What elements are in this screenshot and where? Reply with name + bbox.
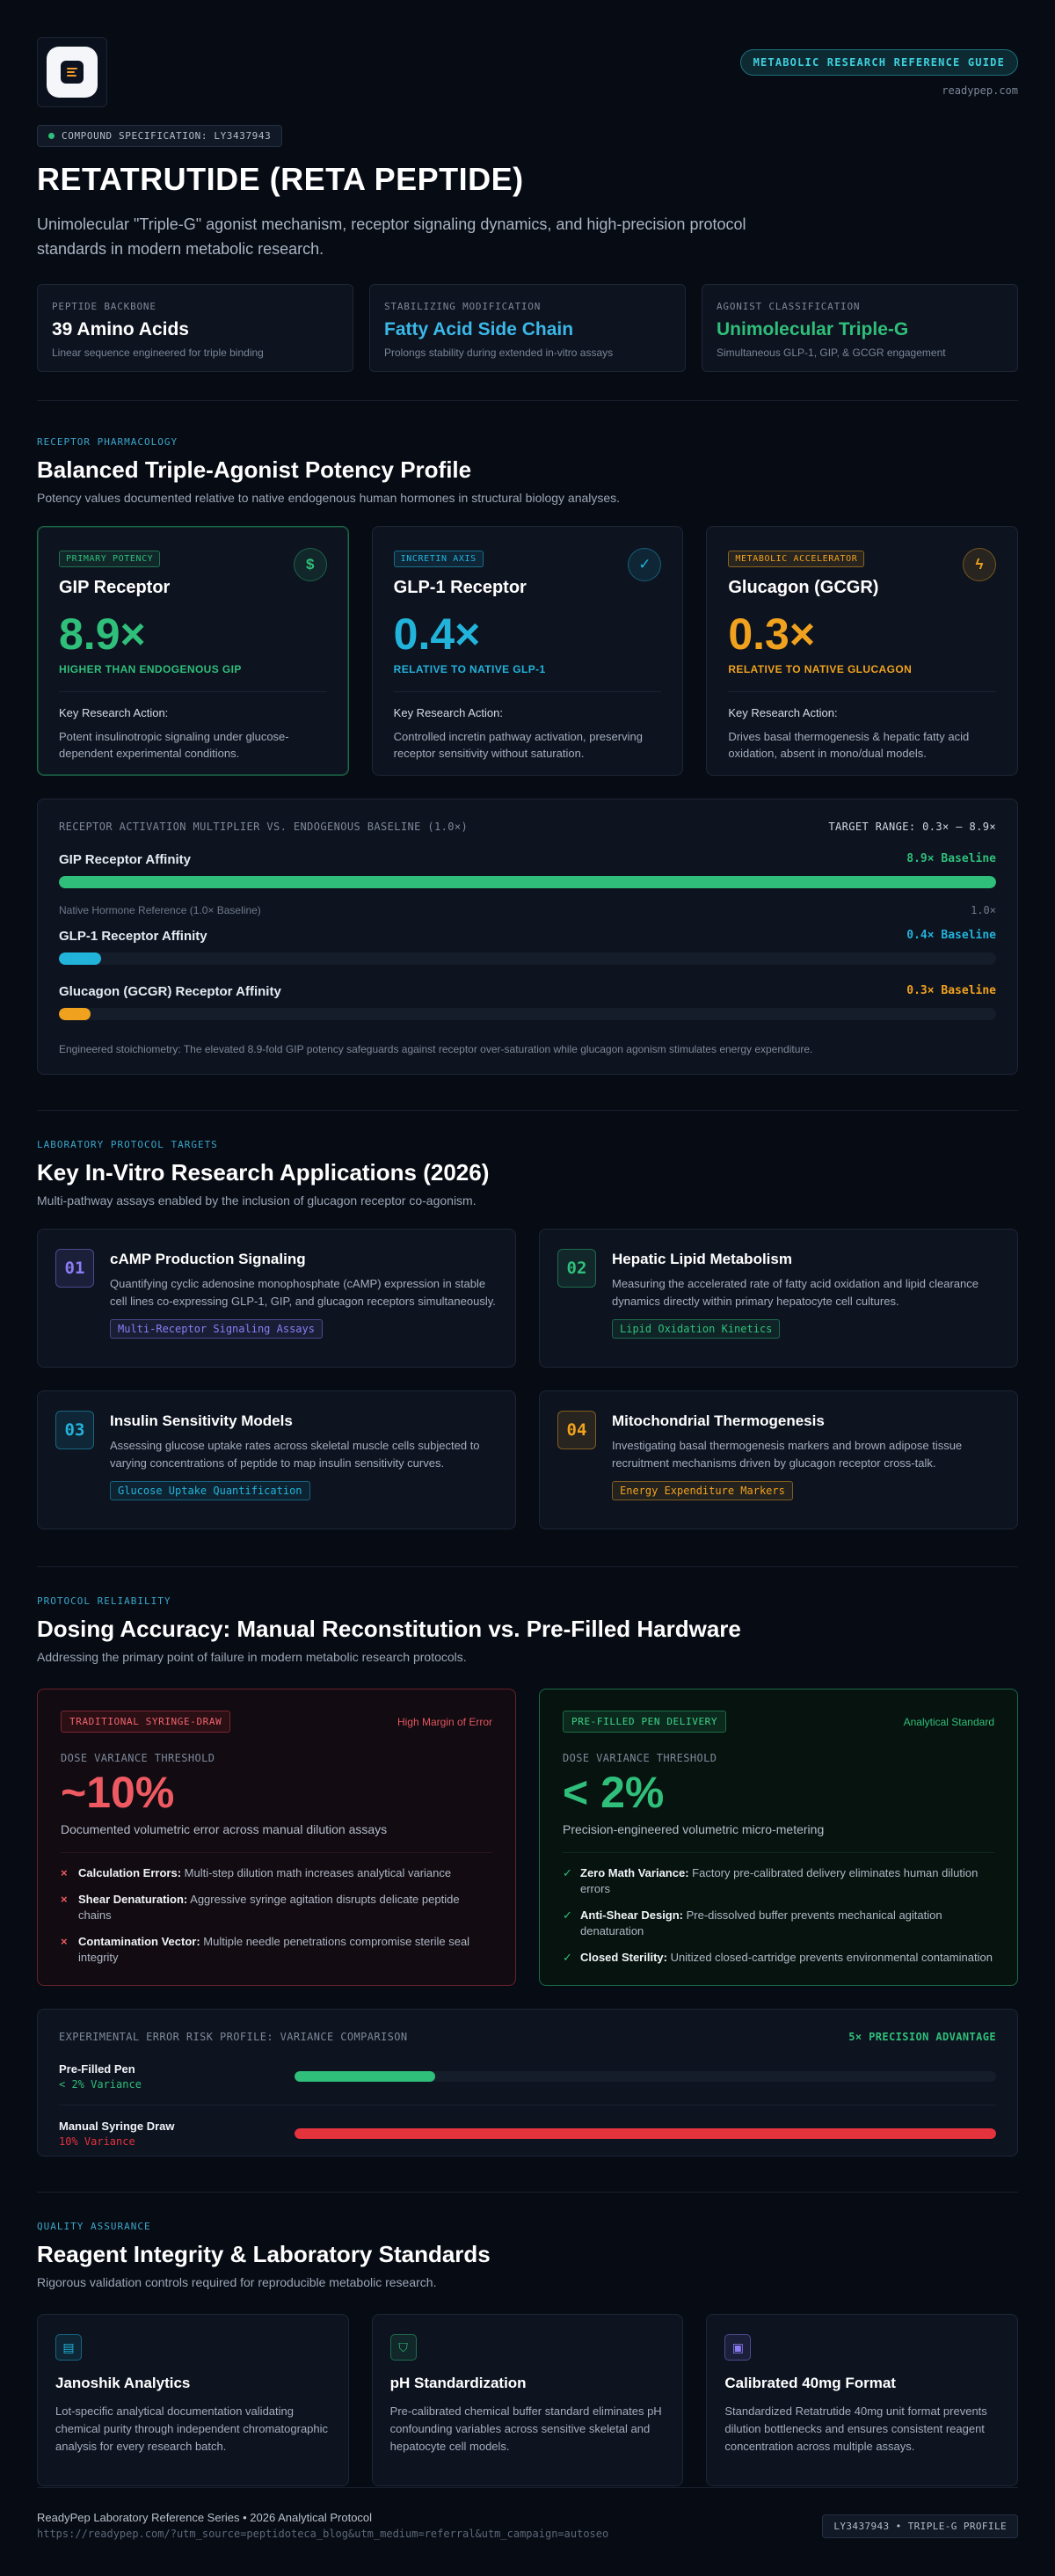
spec-cards	[37, 284, 1018, 372]
application-number: 04	[557, 1411, 596, 1449]
target-range: TARGET RANGE: 0.3× – 8.9×	[828, 821, 996, 833]
application-description: Measuring the accelerated rate of fatty acid oxidation and lipid clearance dynamics directly within primary hepatocyte cell cultures.	[612, 1277, 979, 1308]
list-item: × Calculation Errors: Multi-step dilution math increases analytical variance	[61, 1866, 452, 1879]
application-tag: Energy Expenditure Markers	[612, 1481, 793, 1500]
page-subtitle: Unimolecular "Triple-G" agonist mechanism, receptor signaling dynamics, and high-precision protocol standards in modern metabolic research.	[37, 215, 746, 258]
footer	[37, 2487, 1018, 2540]
cross-icon: ×	[61, 1935, 68, 1948]
application-description: Assessing glucose uptake rates across skeletal muscle cells subjected to varying concentrations of peptide to map insulin sensitivity curves.	[110, 1439, 480, 1470]
package-icon: ▣	[724, 2334, 751, 2361]
quality-description: Pre-calibrated chemical buffer standard eliminates pH confounding variables across sensitive skeletal and hepatocyte cell models.	[389, 2405, 662, 2453]
cross-icon: ×	[61, 1866, 68, 1879]
application-title: Hepatic Lipid Metabolism	[612, 1251, 792, 1267]
dosing-section	[37, 1595, 1018, 2156]
risk-row-syringe: Manual Syringe Draw 10% Variance	[59, 2105, 996, 2148]
compound-spec-badge: COMPOUND SPECIFICATION: LY3437943	[37, 125, 282, 147]
receptor-card	[37, 526, 349, 776]
activation-bar-gip: GIP Receptor Affinity 8.9× Baseline	[59, 852, 996, 888]
quality-description: Lot-specific analytical documentation validating chemical purity through independent chromatographic analysis for every research batch.	[55, 2405, 329, 2453]
multiplier-label: RELATIVE TO NATIVE GLP-1	[393, 663, 546, 675]
activation-note: Engineered stoichiometry: The elevated 8.9-fold GIP potency safeguards against receptor over-saturation while glucagon agonism stimulates energy expenditure.	[59, 1043, 813, 1055]
application-description: Quantifying cyclic adenosine monophosphate (cAMP) expression in stable cell lines co-expressing GLP-1, GIP, and glucagon receptors simultaneously.	[110, 1277, 496, 1308]
dollar-icon: $	[294, 548, 327, 581]
page-title: RETATRUTIDE (RETA PEPTIDE)	[37, 161, 524, 197]
spec-card-modification: STABILIZING MODIFICATION Fatty Acid Side Chain Prolongs stability during extended in-vitro assays	[369, 284, 686, 372]
site-link[interactable]: readypep.com	[942, 84, 1018, 97]
logo	[37, 37, 107, 107]
application-tag: Glucose Uptake Quantification	[110, 1481, 310, 1500]
native-reference: Native Hormone Reference (1.0× Baseline) 1.0×	[59, 904, 996, 916]
research-action-label: Key Research Action:	[393, 706, 503, 719]
bar-fill-gcgr	[59, 1008, 91, 1020]
list-item: ✓ Anti-Shear Design: Pre-dissolved buffer prevents mechanical agitation denaturation	[563, 1908, 942, 1937]
receptor-card	[372, 526, 684, 776]
list-item: × Contamination Vector: Multiple needle penetrations compromise sterile seal integrity	[61, 1935, 470, 1964]
receptor-name: GLP-1 Receptor	[393, 578, 527, 597]
activation-bar-glp1: GLP-1 Receptor Affinity 0.4× Baseline	[59, 929, 996, 965]
applications-section	[37, 1139, 1018, 1529]
receptor-multiplier: 0.3×	[728, 609, 816, 659]
logo-icon	[61, 61, 84, 84]
application-grid	[37, 1229, 1018, 1529]
section-subtitle: Rigorous validation controls required for reproducible metabolic research.	[37, 2275, 437, 2289]
divider	[37, 2192, 1018, 2193]
application-card	[37, 1390, 516, 1529]
list-item: × Shear Denaturation: Aggressive syringe agitation disrupts delicate peptide chains	[61, 1893, 460, 1922]
receptor-name: Glucagon (GCGR)	[728, 578, 879, 597]
cross-icon: ×	[61, 1893, 68, 1906]
receptor-description: Controlled incretin pathway activation, preserving receptor sensitivity without saturation.	[393, 730, 643, 760]
application-title: cAMP Production Signaling	[110, 1251, 306, 1267]
section-kicker: RECEPTOR PHARMACOLOGY	[37, 436, 178, 448]
multiplier-label: RELATIVE TO NATIVE GLUCAGON	[728, 663, 913, 675]
list-item: ✓ Closed Sterility: Unitized closed-cartridge prevents environmental contamination	[563, 1951, 993, 1964]
quality-title: pH Standardization	[389, 2375, 527, 2391]
dosing-comparison	[37, 1689, 1018, 1986]
pen-benefits	[563, 1865, 994, 1966]
receptor-description: Potent insulinotropic signaling under glucose-dependent experimental conditions.	[59, 730, 289, 760]
section-kicker: LABORATORY PROTOCOL TARGETS	[37, 1139, 218, 1150]
check-icon: ✓	[563, 1866, 572, 1879]
lightning-icon: ϟ	[963, 548, 996, 581]
receptor-tag: METABOLIC ACCELERATOR	[728, 551, 864, 567]
footer-series: ReadyPep Laboratory Reference Series • 2026 Analytical Protocol	[37, 2511, 373, 2524]
risk-bar-pen	[295, 2071, 435, 2082]
pen-card: PRE-FILLED PEN DELIVERY Analytical Standard DOSE VARIANCE THRESHOLD < 2% Precision-engineered volumetric micro-metering ✓ Zero Math Variance: Factory pre-calibrated delivery eliminates human dilution errors ✓ Anti-Shear Design: Pre-dissolved buffer prevents mechanical agitation denaturation ✓ Closed Sterility: Unitized closed-cartridge prevents environmental contamination	[539, 1689, 1018, 1986]
receptor-multiplier: 0.4×	[393, 609, 481, 659]
status-dot-icon	[48, 133, 55, 139]
application-card	[539, 1229, 1018, 1368]
quality-card	[706, 2314, 1018, 2486]
spec-card-classification: AGONIST CLASSIFICATION Unimolecular Triple-G Simultaneous GLP-1, GIP, & GCGR engagement	[702, 284, 1018, 372]
divider	[37, 1566, 1018, 1567]
spec-card-backbone: PEPTIDE BACKBONE 39 Amino Acids Linear sequence engineered for triple binding	[37, 284, 353, 372]
receptor-description: Drives basal thermogenesis & hepatic fatty acid oxidation, absent in mono/dual models.	[728, 730, 970, 760]
research-action-label: Key Research Action:	[728, 706, 838, 719]
activation-header: RECEPTOR ACTIVATION MULTIPLIER VS. ENDOGENOUS BASELINE (1.0×)	[59, 821, 469, 833]
section-title: Balanced Triple-Agonist Potency Profile	[37, 456, 472, 483]
header	[37, 37, 1018, 109]
activation-bar-gcgr: Glucagon (GCGR) Receptor Affinity 0.3× Baseline	[59, 984, 996, 1020]
risk-profile-panel: EXPERIMENTAL ERROR RISK PROFILE: VARIANCE COMPARISON 5× PRECISION ADVANTAGE Pre-Filled Pen < 2% Variance Manual Syringe Draw 10% Variance	[37, 2009, 1018, 2156]
quality-card	[37, 2314, 349, 2486]
application-card	[37, 1229, 516, 1368]
section-title: Key In-Vitro Research Applications (2026)	[37, 1159, 490, 1186]
section-title: Dosing Accuracy: Manual Reconstitution vs. Pre-Filled Hardware	[37, 1616, 741, 1642]
application-tag: Multi-Receptor Signaling Assays	[110, 1319, 323, 1339]
receptor-name: GIP Receptor	[59, 578, 171, 597]
bar-fill-glp1	[59, 952, 101, 965]
application-number: 03	[55, 1411, 94, 1449]
section-kicker: QUALITY ASSURANCE	[37, 2221, 151, 2232]
activation-panel	[37, 799, 1018, 1075]
potency-section	[37, 436, 1018, 1075]
syringe-card: TRADITIONAL SYRINGE-DRAW High Margin of Error DOSE VARIANCE THRESHOLD ~10% Documented volumetric error across manual dilution assays × Calculation Errors: Multi-step dilution math increases analytical variance × Shear Denaturation: Aggressive syringe agitation disrupts delicate peptide chains × Contamination Vector: Multiple needle penetrations compromise sterile seal integrity	[37, 1689, 516, 1986]
section-subtitle: Addressing the primary point of failure in modern metabolic research protocols.	[37, 1650, 467, 1664]
application-number: 02	[557, 1249, 596, 1288]
receptor-cards	[37, 526, 1018, 776]
list-item: ✓ Zero Math Variance: Factory pre-calibrated delivery eliminates human dilution errors	[563, 1866, 979, 1895]
risk-row-pen: Pre-Filled Pen < 2% Variance	[59, 2062, 996, 2091]
quality-title: Janoshik Analytics	[55, 2375, 191, 2391]
application-tag: Lipid Oxidation Kinetics	[612, 1319, 780, 1339]
section-kicker: PROTOCOL RELIABILITY	[37, 1595, 171, 1607]
document-icon: ▤	[55, 2334, 82, 2361]
footer-url[interactable]: https://readypep.com/?utm_source=peptidoteca_blog&utm_medium=referral&utm_campaign=autoseo	[37, 2528, 609, 2540]
section-title: Reagent Integrity & Laboratory Standards	[37, 2241, 491, 2267]
section-subtitle: Multi-pathway assays enabled by the inclusion of glucagon receptor co-agonism.	[37, 1193, 477, 1208]
multiplier-label: HIGHER THAN ENDOGENOUS GIP	[59, 663, 242, 675]
variance-value: < 2%	[563, 1768, 665, 1817]
shield-icon: ⛉	[390, 2334, 417, 2361]
application-description: Investigating basal thermogenesis markers and brown adipose tissue recruitment mechanisms driven by glucagon receptor cross-talk.	[612, 1439, 963, 1470]
check-icon: ✓	[563, 1908, 572, 1922]
bar-fill-gip	[59, 876, 996, 888]
quality-title: Calibrated 40mg Format	[724, 2375, 896, 2391]
variance-value: ~10%	[61, 1768, 175, 1817]
syringe-issues	[61, 1865, 492, 1966]
precision-advantage: 5× PRECISION ADVANTAGE	[848, 2031, 996, 2043]
receptor-tag: INCRETIN AXIS	[394, 551, 484, 567]
quality-section	[37, 2221, 1018, 2486]
receptor-card	[706, 526, 1018, 776]
guide-badge: METABOLIC RESEARCH REFERENCE GUIDE	[740, 49, 1018, 76]
quality-cards	[37, 2314, 1018, 2486]
application-number: 01	[55, 1249, 94, 1288]
check-icon: ✓	[563, 1951, 572, 1964]
divider	[37, 400, 1018, 401]
quality-card	[372, 2314, 684, 2486]
application-title: Mitochondrial Thermogenesis	[612, 1412, 825, 1429]
footer-badge: LY3437943 • TRIPLE-G PROFILE	[822, 2514, 1018, 2538]
application-title: Insulin Sensitivity Models	[110, 1412, 293, 1429]
section-subtitle: Potency values documented relative to native endogenous human hormones in structural biology analyses.	[37, 491, 621, 505]
check-circle-icon: ✓	[628, 548, 661, 581]
risk-bar-syringe	[295, 2128, 996, 2139]
divider	[37, 1110, 1018, 1111]
application-card	[539, 1390, 1018, 1529]
receptor-multiplier: 8.9×	[59, 609, 146, 659]
research-action-label: Key Research Action:	[59, 706, 169, 719]
receptor-tag: PRIMARY POTENCY	[59, 551, 160, 567]
quality-description: Standardized Retatrutide 40mg unit format prevents dilution bottlenecks and ensures consistent reagent concentration across multiple assays.	[724, 2405, 987, 2453]
